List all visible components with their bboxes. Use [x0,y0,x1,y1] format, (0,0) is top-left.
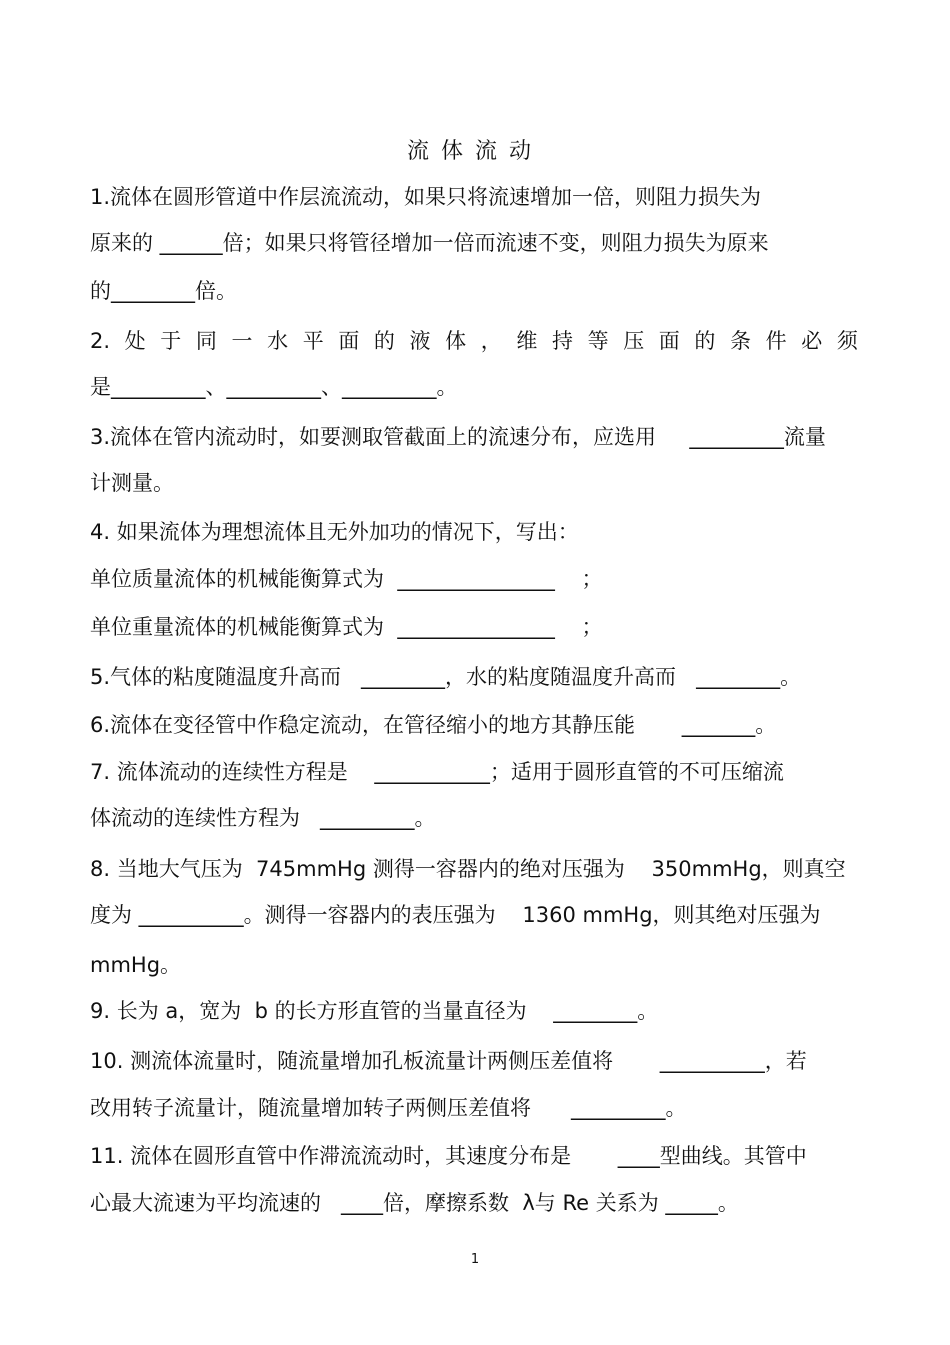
q2-char: 于 [160,329,182,353]
q1-line-2: 原来的 ______倍；如果只将管径增加一倍而流速不变，则阻力损失为原来 [90,231,769,255]
q2-char: 的 [694,329,716,353]
q2-char: 处 [124,329,146,353]
q2-line-1 [90,328,858,354]
q8-line-2: 度为 __________。测得一容器内的表压强为 1360 mmHg，则其绝对压强为 [90,903,821,927]
q6-line: 6.流体在变径管中作稳定流动，在管径缩小的地方其静压能 _______。 [90,713,777,737]
q2-char: ， [480,329,502,353]
q10-line-1: 10. 测流体流量时，随流量增加孔板流量计两侧压差值将 __________，若 [90,1049,807,1073]
q2-char: 一 [231,329,253,353]
q11-line-2: 心最大流速为平均流速的 ____倍，摩擦系数 λ与 Re 关系为 _____。 [90,1191,739,1215]
q2-char: 持 [551,329,573,353]
q9-line: 9. 长为 a，宽为 b 的长方形直管的当量直径为 ________。 [90,999,659,1023]
q7-line-2: 体流动的连续性方程为 _________。 [90,806,436,830]
q2-char: 必 [801,329,823,353]
q1-line-3: 的________倍。 [90,279,237,303]
q2-char: 平 [302,329,324,353]
q2-char: 须 [836,329,858,353]
q2-char: 同 [195,329,217,353]
q1-line-1: 1.流体在圆形管道中作层流流动，如果只将流速增加一倍，则阻力损失为 [90,185,762,209]
q3-line-1: 3.流体在管内流动时，如要测取管截面上的流速分布，应选用 _________流量 [90,425,826,449]
page-number: 1 [470,1252,480,1267]
q2-char: 水 [267,329,289,353]
q5-line: 5.气体的粘度随温度升高而 ________，水的粘度随温度升高而 ________。 [90,665,802,689]
q2-line-2: 是_________、_________、_________。 [90,375,458,399]
q2-char: 条 [730,329,752,353]
q11-line-1: 11. 流体在圆形直管中作滞流流动时，其速度分布是 ____型曲线。其管中 [90,1144,807,1168]
q2-char: 2. [90,329,111,353]
q2-char: 件 [765,329,787,353]
q2-char: 维 [516,329,538,353]
q2-char: 体 [445,329,467,353]
q2-char: 液 [409,329,431,353]
q7-line-1: 7. 流体流动的连续性方程是 ___________；适用于圆形直管的不可压缩流 [90,760,784,784]
q2-char: 等 [587,329,609,353]
q3-line-2: 计测量。 [90,471,174,495]
document-title: 流体流动 [406,139,543,164]
q10-line-2: 改用转子流量计，随流量增加转子两侧压差值将 _________。 [90,1096,687,1120]
q8-line-3: mmHg。 [90,953,182,977]
q4-line-1: 4. 如果流体为理想流体且无外加功的情况下，写出： [90,520,579,544]
q2-char: 的 [373,329,395,353]
q2-char: 面 [658,329,680,353]
q2-char: 压 [623,329,645,353]
q4-line-2: 单位质量流体的机械能衡算式为 _______________ ； [90,567,603,591]
q8-line-1: 8. 当地大气压为 745mmHg 测得一容器内的绝对压强为 350mmHg，则真空 [90,857,846,881]
q4-line-3: 单位重量流体的机械能衡算式为 _______________ ； [90,615,603,639]
q2-char: 面 [338,329,360,353]
